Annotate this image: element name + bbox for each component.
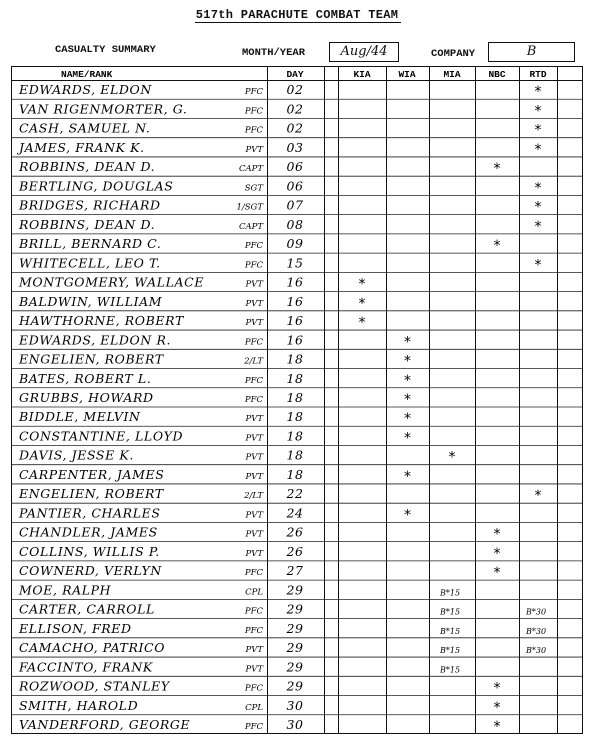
- row-day: 06: [286, 159, 304, 175]
- row-day: 02: [286, 120, 304, 136]
- row-rank: PVT: [245, 645, 263, 656]
- row-name: EDWARDS, ELDON R.: [19, 332, 172, 348]
- casualty-mark-nbc: *: [493, 565, 501, 582]
- row-name: MONTGOMERY, WALLACE: [19, 274, 205, 290]
- table-row: [19, 390, 411, 408]
- row-rank: PVT: [245, 548, 263, 559]
- month-year-label: MONTH/YEAR: [242, 47, 306, 59]
- casualty-mark-rtd: *: [534, 103, 542, 120]
- table-row: [18, 486, 542, 504]
- row-rank: PVT: [245, 510, 263, 521]
- row-name: VAN RIGENMORTER, G.: [19, 101, 188, 117]
- row-day: 03: [286, 139, 304, 155]
- row-rank: PFC: [244, 260, 263, 271]
- row-name: ROBBINS, DEAN D.: [19, 159, 156, 175]
- table-row: [16, 140, 542, 158]
- table-row: [18, 82, 542, 100]
- row-day: 15: [286, 255, 304, 271]
- row-rank: CAPT: [238, 164, 263, 175]
- row-name: MOE, RALPH: [19, 582, 112, 598]
- row-day: 24: [286, 505, 304, 521]
- row-rank: PVT: [245, 318, 263, 329]
- row-name: ENGELIEN, ROBERT: [19, 486, 164, 502]
- casualty-mark-wia: *: [404, 507, 411, 524]
- casualty-mark-wia: *: [404, 392, 411, 408]
- row-name: CAMACHO, PATRICO: [19, 640, 166, 656]
- row-name: CONSTANTINE, LLOYD: [19, 428, 184, 444]
- casualty-mark-wia: *: [404, 411, 411, 428]
- table-row: [18, 159, 501, 177]
- row-rank: 2/LT: [244, 491, 263, 502]
- row-rank: PFC: [244, 87, 263, 98]
- row-day: 29: [286, 601, 304, 617]
- row-name: BIDDLE, MELVIN: [19, 409, 141, 425]
- row-rank: SGT: [244, 183, 263, 194]
- row-name: JAMES, FRANK K.: [19, 139, 145, 155]
- table-row: [19, 602, 546, 617]
- casualty-table: [11, 66, 583, 734]
- casualty-mark-wia: *: [404, 468, 411, 485]
- table-row: [18, 352, 411, 370]
- row-rank: PFC: [244, 625, 263, 636]
- casualty-mark-nbc: *: [493, 680, 501, 697]
- casualty-mark-nbc: *: [493, 699, 501, 716]
- row-day: 18: [286, 447, 304, 463]
- table-row: [18, 217, 542, 235]
- row-day: 18: [286, 466, 304, 482]
- row-rank: PFC: [244, 125, 263, 136]
- row-day: 16: [286, 274, 304, 290]
- casualty-mark-wia: *: [404, 353, 411, 370]
- row-day: 02: [286, 101, 304, 117]
- table-row: [18, 332, 411, 350]
- row-day: 18: [286, 390, 304, 405]
- row-rank: PVT: [245, 664, 263, 675]
- header-rtd: RTD: [529, 69, 547, 80]
- row-rank: PFC: [244, 241, 263, 252]
- row-day: 07: [286, 197, 304, 213]
- row-name: ELLISON, FRED: [19, 620, 132, 636]
- table-row: [19, 101, 542, 119]
- row-name: BRILL, BERNARD C.: [19, 236, 162, 252]
- row-day: 26: [286, 543, 304, 559]
- casualty-mark-rtd: *: [534, 488, 542, 505]
- casualty-mark-kia: *: [358, 315, 366, 332]
- header-wia: WIA: [398, 69, 416, 80]
- row-day: 18: [286, 351, 304, 367]
- row-day: 29: [286, 582, 304, 598]
- annotated-mark-mia: B*15: [439, 626, 461, 636]
- row-rank: PVT: [245, 144, 263, 155]
- month-year-field: Aug/44: [329, 42, 399, 62]
- header-mia: MIA: [443, 69, 461, 80]
- annotated-mark-mia: B*15: [439, 588, 461, 598]
- table-row: [19, 717, 501, 734]
- row-name: EDWARDS, ELDON: [19, 82, 152, 98]
- table-row: [18, 679, 501, 697]
- casualty-mark-rtd: *: [534, 199, 542, 216]
- row-day: 29: [286, 659, 304, 675]
- row-name: BALDWIN, WILLIAM: [19, 293, 163, 309]
- row-day: 27: [286, 563, 304, 579]
- row-day: 29: [286, 678, 304, 694]
- table-header-row: [61, 69, 547, 80]
- table-body: [16, 82, 546, 734]
- row-rank: PFC: [244, 722, 263, 732]
- casualty-mark-mia: *: [448, 449, 456, 466]
- row-name: FACCINTO, FRANK: [19, 659, 153, 675]
- row-rank: CAPT: [238, 221, 263, 232]
- row-name: ROBBINS, DEAN D.: [19, 216, 156, 232]
- casualty-mark-rtd: *: [534, 257, 542, 274]
- row-rank: PVT: [245, 471, 263, 482]
- table-row: [19, 698, 501, 716]
- row-name: CASH, SAMUEL N.: [19, 120, 151, 136]
- row-day: 06: [286, 178, 304, 194]
- table-row: [19, 563, 501, 581]
- row-day: 16: [286, 313, 304, 329]
- table-row: [18, 659, 460, 674]
- table-row: [18, 236, 501, 254]
- header-name-rank: NAME/RANK: [61, 69, 113, 80]
- annotated-mark-mia: B*15: [439, 646, 461, 656]
- row-day: 29: [286, 640, 304, 656]
- table-row: [18, 409, 411, 427]
- table-row: [18, 371, 411, 389]
- row-rank: 1/SGT: [236, 202, 263, 213]
- row-rank: PFC: [244, 337, 263, 348]
- row-day: 09: [286, 236, 304, 252]
- row-rank: PVT: [245, 433, 263, 444]
- row-day: 26: [286, 524, 304, 540]
- row-day: 16: [286, 332, 304, 348]
- row-day: 18: [286, 409, 304, 425]
- table-row: [18, 621, 546, 636]
- header-day: DAY: [286, 69, 304, 80]
- row-name: BRIDGES, RICHARD: [19, 197, 161, 213]
- table-row: [18, 294, 366, 312]
- table-row: [18, 582, 460, 597]
- row-name: SMITH, HAROLD: [19, 697, 139, 713]
- row-name: PANTIER, CHARLES: [19, 505, 161, 521]
- table-row: [19, 428, 411, 446]
- table-row: [18, 275, 366, 293]
- casualty-mark-wia: *: [404, 372, 411, 389]
- row-rank: CPL: [245, 702, 263, 713]
- casualty-mark-rtd: *: [534, 141, 542, 158]
- casualty-mark-nbc: *: [493, 545, 501, 562]
- row-day: 22: [286, 486, 304, 502]
- row-rank: PFC: [244, 683, 263, 694]
- table-row: [19, 525, 501, 543]
- table-row: [18, 178, 542, 196]
- row-day: 08: [286, 216, 304, 232]
- row-name: BERTLING, DOUGLAS: [19, 178, 174, 194]
- table-row: [19, 544, 501, 562]
- row-name: HAWTHORNE, ROBERT: [19, 313, 184, 329]
- row-name: CARPENTER, JAMES: [19, 466, 165, 482]
- casualty-mark-rtd: *: [534, 180, 542, 197]
- row-name: DAVIS, JESSE K.: [19, 447, 134, 463]
- row-day: 30: [286, 717, 304, 732]
- casualty-mark-rtd: *: [534, 84, 542, 101]
- casualty-mark-nbc: *: [493, 161, 501, 178]
- header-kia: KIA: [353, 69, 371, 80]
- row-day: 29: [286, 620, 304, 636]
- row-name: BATES, ROBERT L.: [19, 370, 152, 386]
- table-row: [18, 448, 456, 466]
- title-underline: [195, 22, 401, 23]
- row-rank: PFC: [244, 568, 263, 579]
- row-name: ENGELIEN, ROBERT: [19, 351, 164, 367]
- company-label: COMPANY: [431, 48, 476, 60]
- row-name: WHITECELL, LEO T.: [19, 255, 161, 271]
- row-name: CARTER, CARROLL: [19, 601, 155, 617]
- summary-label: CASUALTY SUMMARY: [55, 44, 156, 56]
- casualty-mark-wia: *: [404, 430, 411, 447]
- row-day: 18: [286, 428, 304, 444]
- row-day: 02: [286, 82, 304, 98]
- row-rank: PVT: [245, 279, 263, 290]
- annotated-mark-rtd: B*30: [525, 646, 547, 656]
- header-nbc: NBC: [488, 69, 506, 80]
- row-rank: PFC: [244, 106, 263, 117]
- row-day: 18: [286, 370, 304, 386]
- row-rank: PFC: [244, 375, 263, 386]
- casualty-mark-rtd: *: [534, 218, 542, 235]
- row-rank: PVT: [245, 414, 263, 425]
- row-rank: PFC: [244, 606, 263, 617]
- table-row: [18, 505, 411, 523]
- company-field: B: [488, 42, 575, 62]
- row-name: COWNERD, VERLYN: [19, 563, 162, 579]
- row-name: GRUBBS, HOWARD: [19, 390, 154, 405]
- annotated-mark-mia: B*15: [439, 607, 461, 617]
- table-row: [19, 467, 411, 485]
- annotated-mark-rtd: B*30: [525, 607, 547, 617]
- table-row: [18, 198, 542, 216]
- casualty-mark-nbc: *: [493, 238, 501, 255]
- row-rank: PVT: [245, 298, 263, 309]
- table-row: [19, 640, 546, 655]
- row-name: CHANDLER, JAMES: [19, 524, 158, 540]
- row-rank: 2/LT: [244, 356, 263, 367]
- casualty-mark-rtd: *: [534, 122, 542, 139]
- casualty-mark-nbc: *: [493, 719, 501, 734]
- row-rank: CPL: [245, 587, 263, 598]
- row-day: 30: [286, 697, 304, 713]
- row-name: VANDERFORD, GEORGE: [19, 717, 191, 732]
- table-row: [18, 313, 366, 331]
- casualty-mark-kia: *: [358, 276, 366, 293]
- annotated-mark-rtd: B*30: [525, 626, 547, 636]
- row-rank: PVT: [245, 529, 263, 540]
- table-row: [19, 121, 542, 139]
- casualty-mark-wia: *: [404, 334, 411, 351]
- table-row: [19, 255, 542, 273]
- row-rank: PVT: [245, 452, 263, 463]
- annotated-mark-mia: B*15: [439, 665, 461, 675]
- row-rank: PFC: [244, 395, 263, 405]
- casualty-mark-kia: *: [358, 295, 366, 312]
- casualty-mark-nbc: *: [493, 526, 501, 543]
- row-day: 16: [286, 293, 304, 309]
- row-name: COLLINS, WILLIS P.: [19, 543, 160, 559]
- row-name: ROZWOOD, STANLEY: [19, 678, 170, 694]
- form-title: 517th PARACHUTE COMBAT TEAM: [195, 8, 399, 22]
